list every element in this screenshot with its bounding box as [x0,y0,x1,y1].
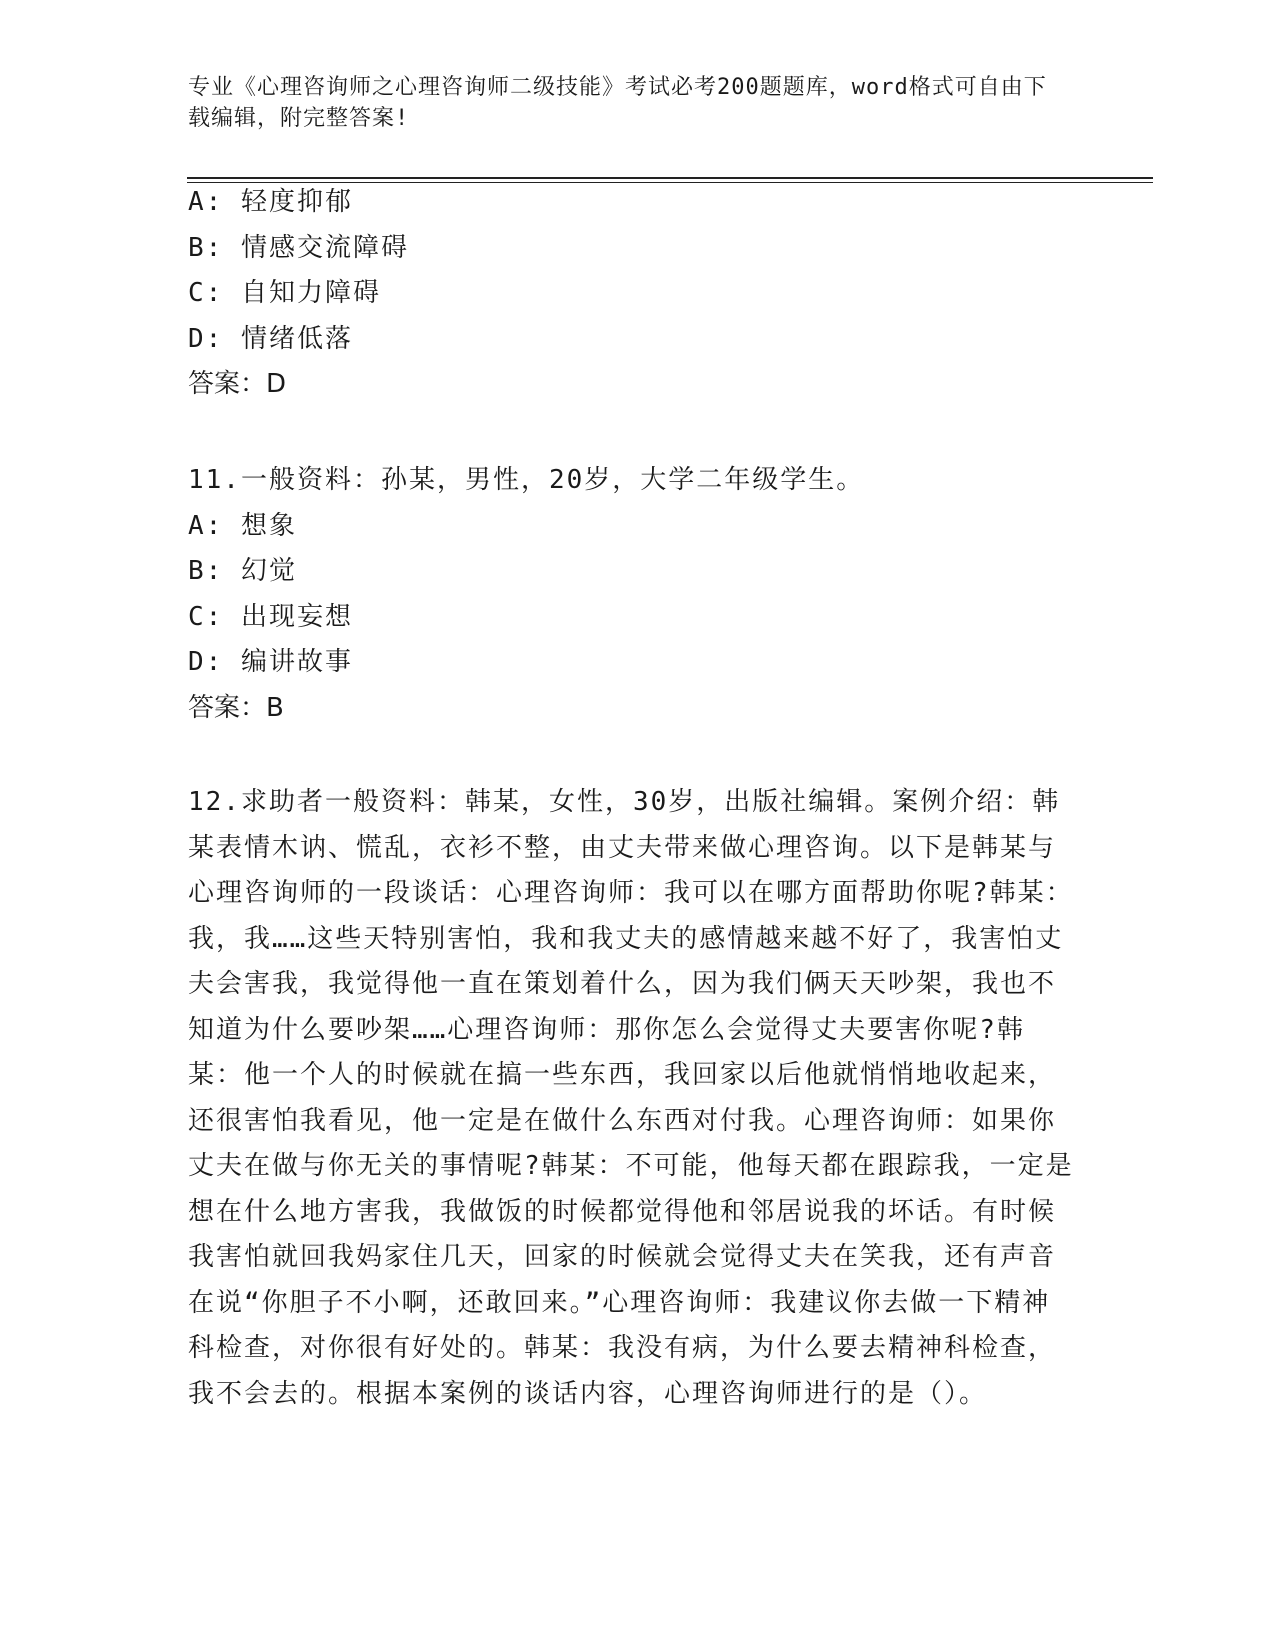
question-12-block [188,780,1078,1417]
header-divider-thick [187,177,1153,179]
option-c [188,271,409,317]
option-label: A: [188,510,224,541]
option-b [188,226,409,272]
option-text: 情绪低落 [240,323,353,354]
document-header [188,72,1068,134]
option-text: 出现妄想 [240,601,353,632]
answer-line: 答案：D [188,369,287,399]
question-stem: 11.一般资料：孙某，男性，20岁，大学二年级学生。 [188,465,865,495]
option-label: A: [188,187,224,217]
option-text: 情感交流障碍 [240,232,409,263]
option-b [188,549,864,595]
option-c [188,595,864,641]
question-stem: 12.求助者一般资料：韩某，女性，30岁，出版社编辑。案例介绍：韩某表情木讷、慌乱，衣衫不整，由丈夫带来做心理咨询。以下是韩某与心理咨询师的一段谈话：心理咨询师：我可以在哪方面帮助你呢?韩某：我，我……这些天特别害怕，我和我丈夫的感情越来越不好了，我害怕丈夫会害我，我觉得他一直在策划着什么，因为我们俩天天吵架，我也不知道为什么要吵架……心理咨询师：那你怎么会觉得丈夫要害你呢?韩某：他一个人的时候就在搞一些东西，我回家以后他就悄悄地收起来，还很害怕我看见，他一定是在做什么东西对付我。心理咨询师：如果你丈夫在做与你无关的事情呢?韩某：不可能，他每天都在跟踪我，一定是想在什么地方害我，我做饭的时候都觉得他和邻居说我的坏话。有时候我害怕就回我妈家住几天，回家的时候就会觉得丈夫在笑我，还有声音在说“你胆子不小啊，还敢回来。”心理咨询师：我建议你去做一下精神科检查，对你很有好处的。韩某：我没有病，为什么要去精神科检查，我不会去的。根据本案例的谈话内容，心理咨询师进行的是（）。 [188,787,1074,1409]
option-label: C: [188,278,224,308]
option-label: B: [188,232,224,263]
option-text: 自知力障碍 [240,278,381,308]
option-d [188,317,409,363]
question-10-block [188,180,409,408]
option-text: 想象 [240,510,297,541]
header-intro-text: 专业《心理咨询师之心理咨询师二级技能》考试必考200题题库，word格式可自由下载编辑，附完整答案! [188,75,1047,131]
option-label: C: [188,601,224,632]
option-label: D: [188,647,224,677]
question-11-block [188,458,864,731]
option-text: 轻度抑郁 [240,187,353,217]
option-label: D: [188,323,224,354]
option-label: B: [188,556,224,586]
option-a [188,504,864,550]
option-d [188,640,864,686]
answer-line: 答案：B [188,692,284,723]
option-a [188,180,409,226]
option-text: 编讲故事 [240,647,353,677]
option-text: 幻觉 [240,556,297,586]
